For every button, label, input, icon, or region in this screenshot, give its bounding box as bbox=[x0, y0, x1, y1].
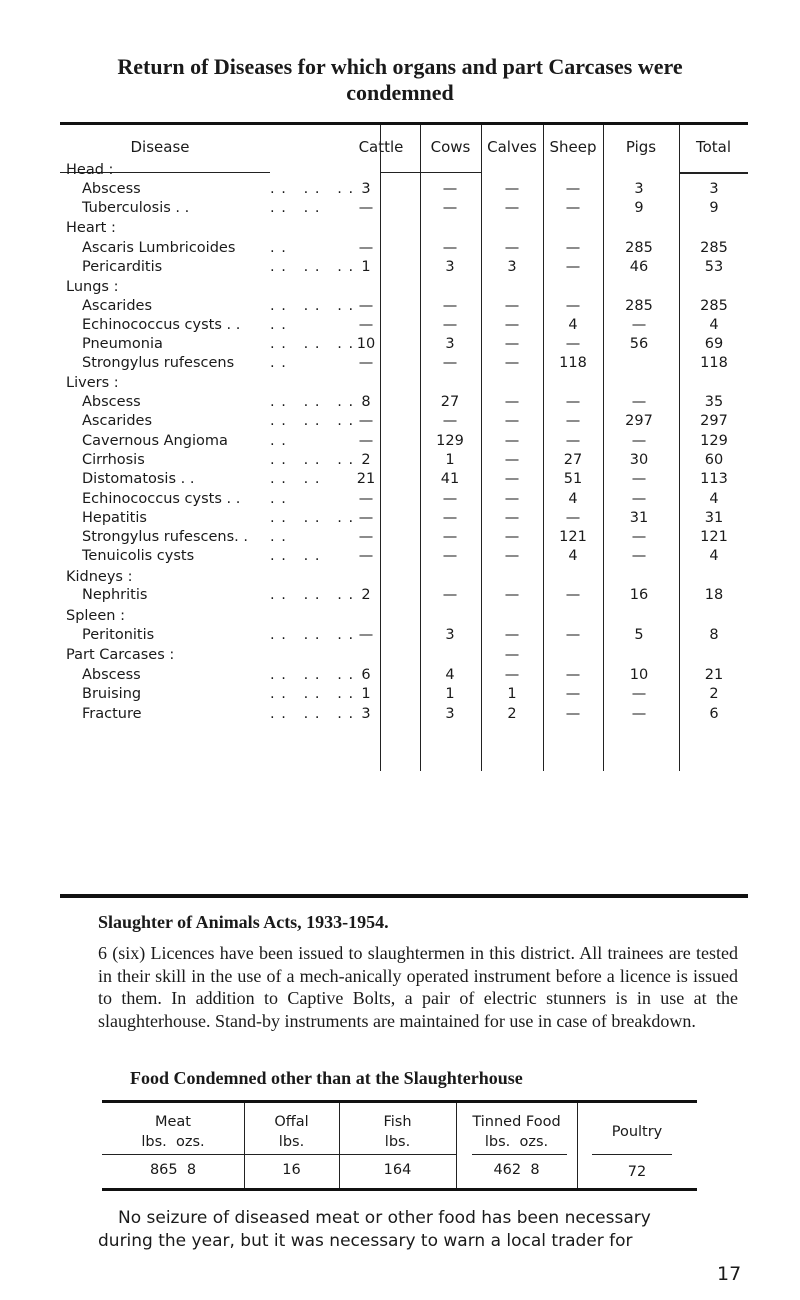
cell-calves: — bbox=[504, 548, 520, 564]
cell-pigs: — bbox=[631, 394, 647, 410]
table-row bbox=[60, 433, 748, 453]
disease-label: Tenuicolis cysts bbox=[82, 548, 195, 564]
cell-cows: 1 bbox=[445, 452, 455, 468]
slaughter-acts-heading: Slaughter of Animals Acts, 1933-1954. bbox=[98, 912, 389, 932]
leader-dots: . . . . . . bbox=[270, 336, 355, 352]
cell-calves: — bbox=[504, 355, 520, 371]
leader-dots: . . bbox=[270, 317, 287, 333]
disease-label: Echinococcus cysts . . bbox=[82, 491, 241, 507]
cell-cows: 27 bbox=[440, 394, 460, 410]
cell-total: 31 bbox=[704, 510, 724, 526]
cell-pigs: — bbox=[631, 471, 647, 487]
cell-calves: — bbox=[504, 413, 520, 429]
leader-dots: . . . . . . bbox=[270, 627, 355, 643]
cell-calves: — bbox=[504, 471, 520, 487]
cell-total: 129 bbox=[700, 433, 728, 449]
cell-pigs: — bbox=[631, 706, 647, 722]
food-condemned-heading: Food Condemned other than at the Slaughterhouse bbox=[130, 1068, 523, 1088]
cell-pigs: 31 bbox=[629, 510, 649, 526]
cell-pigs: — bbox=[631, 529, 647, 545]
cell-calves: — bbox=[504, 627, 520, 643]
cell-sheep: — bbox=[565, 240, 581, 256]
title-line-1: Return of Diseases for which organs and part Carcases were bbox=[117, 54, 683, 79]
cell-pigs: 285 bbox=[625, 298, 653, 314]
cell-cattle: 2 bbox=[361, 452, 371, 468]
cell-cattle: — bbox=[358, 529, 374, 545]
cell-pigs: — bbox=[631, 686, 647, 702]
group-label: Spleen : bbox=[66, 608, 125, 624]
disease-label: Pericarditis bbox=[82, 259, 163, 275]
cell-sheep: — bbox=[565, 394, 581, 410]
cell-total: 69 bbox=[704, 336, 724, 352]
cell-pigs: 5 bbox=[634, 627, 644, 643]
table-row bbox=[60, 200, 748, 220]
cell-cattle: — bbox=[358, 200, 374, 216]
cell-sheep: — bbox=[565, 510, 581, 526]
food-table-bottom-rule bbox=[102, 1188, 697, 1191]
cell-sheep: — bbox=[565, 259, 581, 275]
cell-pigs: 9 bbox=[634, 200, 644, 216]
table-row bbox=[60, 375, 748, 395]
cell-cattle: 3 bbox=[361, 181, 371, 197]
cell-calves: — bbox=[504, 667, 520, 683]
cell-sheep: 4 bbox=[568, 317, 578, 333]
cell-total: 4 bbox=[709, 491, 719, 507]
disease-table bbox=[60, 122, 748, 898]
cell-cows: — bbox=[442, 529, 458, 545]
cell-total: 9 bbox=[709, 200, 719, 216]
cell-total: 4 bbox=[709, 317, 719, 333]
cell-cattle: 1 bbox=[361, 259, 371, 275]
leader-dots: . . bbox=[270, 491, 287, 507]
cell-pigs: 16 bbox=[629, 587, 649, 603]
cell-total: 285 bbox=[700, 240, 728, 256]
table-row bbox=[60, 647, 748, 667]
table-row bbox=[60, 355, 748, 375]
cell-total: 285 bbox=[700, 298, 728, 314]
cell-cattle: 3 bbox=[361, 706, 371, 722]
cell-cattle: — bbox=[358, 355, 374, 371]
food-header-offal-name: Offal bbox=[274, 1114, 309, 1130]
group-label: Lungs : bbox=[66, 279, 119, 295]
food-header-offal-unit: lbs. bbox=[278, 1134, 305, 1150]
group-label: Kidneys : bbox=[66, 569, 133, 585]
cell-total: 60 bbox=[704, 452, 724, 468]
cell-cattle: — bbox=[358, 240, 374, 256]
cell-calves: — bbox=[504, 529, 520, 545]
cell-calves: 2 bbox=[507, 706, 517, 722]
cell-calves: — bbox=[504, 452, 520, 468]
leader-dots: . . . . . . bbox=[270, 394, 355, 410]
page-title bbox=[0, 54, 800, 106]
cell-pigs: 56 bbox=[629, 336, 649, 352]
leader-dots: . . . . . . bbox=[270, 413, 355, 429]
cell-cows: — bbox=[442, 413, 458, 429]
leader-dots: . . . . . . bbox=[270, 510, 355, 526]
food-header-offal bbox=[244, 1112, 339, 1152]
cell-sheep: — bbox=[565, 686, 581, 702]
cell-pigs: — bbox=[631, 317, 647, 333]
cell-calves: — bbox=[504, 181, 520, 197]
cell-cows: 129 bbox=[436, 433, 464, 449]
food-value-offal: 16 bbox=[282, 1162, 301, 1178]
cell-sheep: 4 bbox=[568, 548, 578, 564]
cell-sheep: — bbox=[565, 181, 581, 197]
cell-pigs: 10 bbox=[629, 667, 649, 683]
disease-label: Strongylus rufescens. . bbox=[82, 529, 248, 545]
leader-dots: . . . . . . bbox=[270, 298, 355, 314]
group-label: Part Carcases : bbox=[66, 647, 175, 663]
cell-sheep: — bbox=[565, 200, 581, 216]
cell-cows: — bbox=[442, 491, 458, 507]
cell-total: 8 bbox=[709, 627, 719, 643]
cell-cows: — bbox=[442, 510, 458, 526]
cell-cattle: — bbox=[358, 491, 374, 507]
cell-total: 297 bbox=[700, 413, 728, 429]
leader-dots: . . . . . . bbox=[270, 452, 355, 468]
cell-cattle: — bbox=[358, 298, 374, 314]
cell-sheep: 51 bbox=[563, 471, 583, 487]
cell-total: 53 bbox=[704, 259, 724, 275]
table-row bbox=[60, 686, 748, 706]
cell-cows: 3 bbox=[445, 627, 455, 643]
cell-total: 118 bbox=[700, 355, 728, 371]
food-header-meat-unit: lbs. ozs. bbox=[141, 1134, 205, 1150]
disease-label: Ascarides bbox=[82, 413, 153, 429]
header-cows: Cows bbox=[430, 138, 471, 156]
cell-sheep: — bbox=[565, 298, 581, 314]
cell-calves: — bbox=[504, 298, 520, 314]
cell-cattle: — bbox=[358, 413, 374, 429]
cell-pigs: 30 bbox=[629, 452, 649, 468]
food-value-meat: 865 8 bbox=[149, 1162, 197, 1178]
cell-sheep: 27 bbox=[563, 452, 583, 468]
food-header-poultry bbox=[577, 1122, 697, 1142]
cell-cows: — bbox=[442, 240, 458, 256]
cell-total: 21 bbox=[704, 667, 724, 683]
cell-calves: 1 bbox=[507, 686, 517, 702]
cell-cattle: 2 bbox=[361, 587, 371, 603]
title-line-2: condemned bbox=[346, 80, 454, 105]
food-condemned-table bbox=[102, 1100, 697, 1192]
cell-pigs: 3 bbox=[634, 181, 644, 197]
table-row bbox=[60, 259, 748, 279]
cell-calves: 3 bbox=[507, 259, 517, 275]
cell-cows: 3 bbox=[445, 706, 455, 722]
cell-pigs: — bbox=[631, 491, 647, 507]
cell-cows: 4 bbox=[445, 667, 455, 683]
table-row bbox=[60, 162, 748, 182]
cell-total: 6 bbox=[709, 706, 719, 722]
disease-label: Nephritis bbox=[82, 587, 148, 603]
food-header-tinned-name: Tinned Food bbox=[472, 1114, 561, 1130]
food-header-poultry-name: Poultry bbox=[611, 1124, 663, 1140]
table-row bbox=[60, 181, 748, 201]
table-row bbox=[60, 667, 748, 687]
cell-cattle: 1 bbox=[361, 686, 371, 702]
disease-label: Abscess bbox=[82, 667, 141, 683]
cell-cattle: 21 bbox=[356, 471, 376, 487]
header-calves: Calves bbox=[487, 138, 537, 156]
food-header-underline bbox=[472, 1154, 567, 1155]
header-disease: Disease bbox=[130, 138, 190, 156]
cell-cattle: — bbox=[358, 510, 374, 526]
cell-total: 4 bbox=[709, 548, 719, 564]
disease-label: Peritonitis bbox=[82, 627, 155, 643]
cell-cattle: — bbox=[358, 548, 374, 564]
leader-dots: . . . . bbox=[270, 200, 321, 216]
closing-line-2: during the year, but it was necessary to warn a local trader for bbox=[98, 1231, 633, 1251]
group-label: Livers : bbox=[66, 375, 119, 391]
food-header-meat-name: Meat bbox=[154, 1114, 191, 1130]
food-header-fish-name: Fish bbox=[383, 1114, 412, 1130]
cell-calves: — bbox=[504, 240, 520, 256]
cell-sheep: — bbox=[565, 587, 581, 603]
cell-pigs: — bbox=[631, 433, 647, 449]
disease-label: Tuberculosis . . bbox=[82, 200, 190, 216]
leader-dots: . . bbox=[270, 433, 287, 449]
leader-dots: . . bbox=[270, 240, 287, 256]
cell-total: 2 bbox=[709, 686, 719, 702]
page-number: 17 bbox=[717, 1263, 742, 1285]
disease-label: Cavernous Angioma bbox=[82, 433, 228, 449]
cell-sheep: 118 bbox=[559, 355, 587, 371]
disease-label: Abscess bbox=[82, 181, 141, 197]
food-header-tinned-unit: lbs. ozs. bbox=[484, 1134, 549, 1150]
food-header-underline bbox=[102, 1154, 244, 1155]
cell-sheep: — bbox=[565, 706, 581, 722]
table-row bbox=[60, 336, 748, 356]
cell-calves: — bbox=[504, 433, 520, 449]
cell-calves: — bbox=[504, 510, 520, 526]
table-row bbox=[60, 240, 748, 260]
cell-sheep: — bbox=[565, 336, 581, 352]
cell-total: 121 bbox=[700, 529, 728, 545]
table-row bbox=[60, 548, 748, 568]
cell-cows: — bbox=[442, 181, 458, 197]
cell-total: 18 bbox=[704, 587, 724, 603]
cell-cows: — bbox=[442, 355, 458, 371]
food-header-fish bbox=[339, 1112, 456, 1152]
food-value-fish: 164 bbox=[383, 1162, 412, 1178]
cell-calves: — bbox=[504, 394, 520, 410]
table-row bbox=[60, 627, 748, 647]
cell-cattle: — bbox=[358, 627, 374, 643]
table-row bbox=[60, 220, 748, 240]
cell-cows: — bbox=[442, 317, 458, 333]
table-row bbox=[60, 569, 748, 589]
table-row bbox=[60, 529, 748, 549]
table-row bbox=[60, 413, 748, 433]
cell-pigs: — bbox=[631, 548, 647, 564]
cell-sheep: — bbox=[565, 413, 581, 429]
slaughter-acts-paragraph: 6 (six) Licences have been issued to slaughtermen in this district. All trainees are tested in their skill in the use of a mech-anically operated instrument before a licence is issued to them. In addition to Captive Bolts, a pair of electric stunners is in use at the slaughterhouse. Stand-by instruments are maintained for use in case of breakdown. bbox=[98, 943, 738, 1031]
disease-label: Ascaris Lumbricoides bbox=[82, 240, 236, 256]
table-row bbox=[60, 317, 748, 337]
table-row bbox=[60, 452, 748, 472]
leader-dots: . . . . . . bbox=[270, 181, 355, 197]
cell-calves: — bbox=[504, 491, 520, 507]
leader-dots: . . . . bbox=[270, 471, 321, 487]
cell-sheep: — bbox=[565, 627, 581, 643]
disease-label: Strongylus rufescens bbox=[82, 355, 235, 371]
cell-sheep: 4 bbox=[568, 491, 578, 507]
food-table-top-rule bbox=[102, 1100, 697, 1103]
cell-calves: — bbox=[504, 200, 520, 216]
food-header-fish-unit: lbs. bbox=[384, 1134, 411, 1150]
table-row bbox=[60, 298, 748, 318]
header-cattle: Cattle bbox=[358, 138, 404, 156]
leader-dots: . . . . . . bbox=[270, 667, 355, 683]
leader-dots: . . . . . . bbox=[270, 686, 355, 702]
cell-cows: 1 bbox=[445, 686, 455, 702]
leader-dots: . . . . bbox=[270, 548, 321, 564]
food-header-meat bbox=[102, 1112, 244, 1152]
table-row bbox=[60, 706, 748, 726]
cell-cows: — bbox=[442, 298, 458, 314]
cell-sheep: — bbox=[565, 667, 581, 683]
cell-calves: — bbox=[504, 317, 520, 333]
header-total: Total bbox=[695, 138, 732, 156]
table-row bbox=[60, 394, 748, 414]
leader-dots: . . bbox=[270, 529, 287, 545]
disease-label: Cirrhosis bbox=[82, 452, 145, 468]
table-row bbox=[60, 471, 748, 491]
cell-total: 3 bbox=[709, 181, 719, 197]
closing-line-1: No seizure of diseased meat or other food has been necessary bbox=[118, 1208, 651, 1228]
table-row bbox=[60, 587, 748, 607]
cell-cattle: 8 bbox=[361, 394, 371, 410]
disease-label: Distomatosis . . bbox=[82, 471, 195, 487]
cell-cattle: 10 bbox=[356, 336, 376, 352]
header-sheep: Sheep bbox=[549, 138, 597, 156]
leader-dots: . . . . . . bbox=[270, 587, 355, 603]
cell-calves: — bbox=[504, 647, 520, 663]
cell-sheep: — bbox=[565, 433, 581, 449]
cell-cows: 3 bbox=[445, 336, 455, 352]
food-header-underline bbox=[244, 1154, 339, 1155]
cell-cattle: 6 bbox=[361, 667, 371, 683]
table-top-rule bbox=[60, 122, 748, 125]
cell-calves: — bbox=[504, 587, 520, 603]
disease-label: Fracture bbox=[82, 706, 142, 722]
disease-label: Pneumonia bbox=[82, 336, 163, 352]
disease-label: Bruising bbox=[82, 686, 142, 702]
cell-cows: 41 bbox=[440, 471, 460, 487]
leader-dots: . . . . . . bbox=[270, 259, 355, 275]
cell-sheep: 121 bbox=[559, 529, 587, 545]
group-label: Heart : bbox=[66, 220, 116, 236]
table-row bbox=[60, 510, 748, 530]
cell-cows: — bbox=[442, 587, 458, 603]
cell-cattle: — bbox=[358, 317, 374, 333]
leader-dots: . . . . . . bbox=[270, 706, 355, 722]
leader-dots: . . bbox=[270, 355, 287, 371]
cell-calves: — bbox=[504, 336, 520, 352]
food-value-tinned: 462 8 bbox=[493, 1162, 540, 1178]
cell-pigs: 46 bbox=[629, 259, 649, 275]
table-row bbox=[60, 279, 748, 299]
table-bottom-rule bbox=[60, 894, 748, 898]
food-header-underline bbox=[339, 1154, 456, 1155]
cell-cows: 3 bbox=[445, 259, 455, 275]
table-row bbox=[60, 608, 748, 628]
cell-cows: — bbox=[442, 548, 458, 564]
disease-label: Ascarides bbox=[82, 298, 153, 314]
header-pigs: Pigs bbox=[625, 138, 657, 156]
disease-label: Abscess bbox=[82, 394, 141, 410]
food-value-poultry: 72 bbox=[627, 1164, 647, 1180]
disease-label: Hepatitis bbox=[82, 510, 147, 526]
cell-total: 113 bbox=[700, 471, 728, 487]
food-header-underline bbox=[592, 1154, 672, 1155]
cell-pigs: 285 bbox=[625, 240, 653, 256]
cell-cows: — bbox=[442, 200, 458, 216]
cell-pigs: 297 bbox=[625, 413, 653, 429]
food-header-tinned bbox=[456, 1112, 577, 1152]
group-label: Head : bbox=[66, 162, 114, 178]
cell-cattle: — bbox=[358, 433, 374, 449]
cell-total: 35 bbox=[704, 394, 724, 410]
table-row bbox=[60, 491, 748, 511]
closing-paragraph bbox=[98, 1207, 738, 1253]
disease-label: Echinococcus cysts . . bbox=[82, 317, 241, 333]
